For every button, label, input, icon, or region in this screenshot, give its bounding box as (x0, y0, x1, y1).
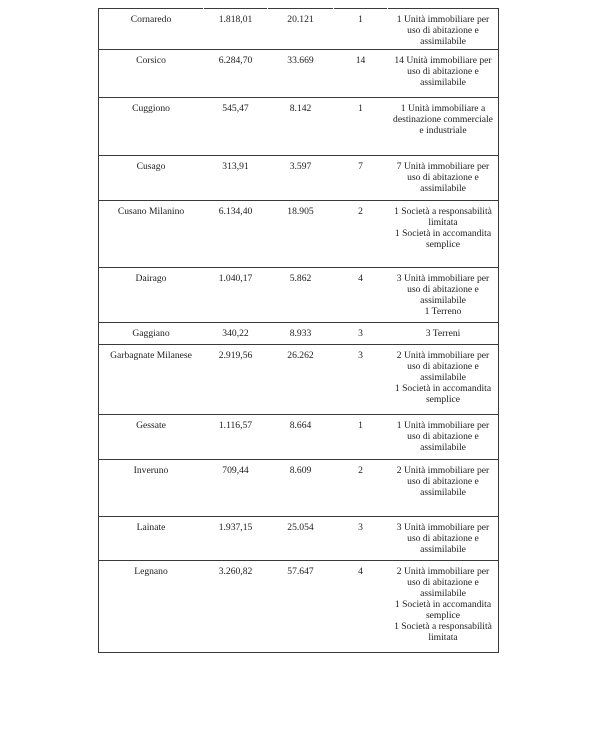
table-row (99, 460, 499, 517)
popolazione-cell: 20.121 (268, 9, 334, 50)
superficie-cell: 6.284,70 (204, 50, 268, 98)
beni-item: 2 Unità immobiliare per uso di abitazione e assimilabile (396, 465, 490, 498)
comune-cell: Cusago (99, 156, 204, 201)
comune-cell: Gessate (99, 415, 204, 460)
beni-item: 1 Unità immobiliare a destinazione commerciale e industriale (393, 103, 493, 136)
table-row (99, 415, 499, 460)
superficie-cell: 1.116,57 (204, 415, 268, 460)
beni-cell (388, 323, 499, 345)
beni-item: 3 Unità immobiliare per uso di abitazione e assimilabile (396, 273, 490, 306)
numero-cell: 3 (334, 323, 388, 345)
beni-item: 1 Società a responsabilità limitata (394, 206, 492, 228)
table-row (99, 201, 499, 268)
popolazione-cell: 26.262 (268, 345, 334, 415)
beni-cell (388, 98, 499, 156)
superficie-cell: 340,22 (204, 323, 268, 345)
numero-cell: 3 (334, 345, 388, 415)
popolazione-cell: 8.609 (268, 460, 334, 517)
table-row (99, 345, 499, 415)
numero-cell: 1 (334, 9, 388, 50)
comune-cell: Cusano Milanino (99, 201, 204, 268)
table-row (99, 50, 499, 98)
beni-cell (388, 460, 499, 517)
table-row (99, 268, 499, 323)
table-row (99, 323, 499, 345)
popolazione-cell: 18.905 (268, 201, 334, 268)
table-body (99, 9, 499, 653)
table-row (99, 156, 499, 201)
numero-cell: 2 (334, 460, 388, 517)
superficie-cell: 3.260,82 (204, 561, 268, 653)
comune-cell: Inveruno (99, 460, 204, 517)
numero-cell: 3 (334, 517, 388, 561)
beni-item: 2 Unità immobiliare per uso di abitazione e assimilabile (396, 350, 490, 383)
popolazione-cell: 3.597 (268, 156, 334, 201)
beni-item: 14 Unità immobiliare per uso di abitazione e assimilabile (394, 55, 492, 88)
table-row (99, 9, 499, 50)
superficie-cell: 2.919,56 (204, 345, 268, 415)
numero-cell: 1 (334, 98, 388, 156)
popolazione-cell: 5.862 (268, 268, 334, 323)
beni-cell (388, 268, 499, 323)
comune-cell: Gaggiano (99, 323, 204, 345)
superficie-cell: 313,91 (204, 156, 268, 201)
beni-cell (388, 415, 499, 460)
beni-cell (388, 345, 499, 415)
comune-cell: Corsico (99, 50, 204, 98)
beni-item: 1 Società in accomandita semplice (394, 599, 492, 621)
beni-item: 1 Società in accomandita semplice (394, 228, 492, 250)
beni-cell (388, 156, 499, 201)
beni-item: 1 Società a responsabilità limitata (394, 621, 492, 643)
numero-cell: 14 (334, 50, 388, 98)
comune-cell: Cuggiono (99, 98, 204, 156)
beni-item: 3 Unità immobiliare per uso di abitazione e assimilabile (396, 522, 490, 555)
numero-cell: 7 (334, 156, 388, 201)
comune-cell: Cornaredo (99, 9, 204, 50)
comune-cell: Legnano (99, 561, 204, 653)
popolazione-cell: 25.054 (268, 517, 334, 561)
superficie-cell: 709,44 (204, 460, 268, 517)
popolazione-cell: 33.669 (268, 50, 334, 98)
numero-cell: 2 (334, 201, 388, 268)
beni-cell (388, 517, 499, 561)
comune-cell: Garbagnate Milanese (99, 345, 204, 415)
numero-cell: 1 (334, 415, 388, 460)
beni-item: 1 Società in accomandita semplice (394, 383, 492, 405)
beni-item: 1 Terreno (424, 306, 462, 317)
superficie-cell: 1.937,15 (204, 517, 268, 561)
popolazione-cell: 8.933 (268, 323, 334, 345)
table-row (99, 98, 499, 156)
beni-cell (388, 561, 499, 653)
beni-cell (388, 50, 499, 98)
comune-cell: Dairago (99, 268, 204, 323)
popolazione-cell: 57.647 (268, 561, 334, 653)
beni-item: 1 Unità immobiliare per uso di abitazione e assimilabile (396, 420, 490, 453)
beni-item: 2 Unità immobiliare per uso di abitazione e assimilabile (396, 566, 490, 599)
superficie-cell: 545,47 (204, 98, 268, 156)
popolazione-cell: 8.142 (268, 98, 334, 156)
popolazione-cell: 8.664 (268, 415, 334, 460)
comune-cell: Lainate (99, 517, 204, 561)
superficie-cell: 1.818,01 (204, 9, 268, 50)
beni-item: 1 Unità immobiliare per uso di abitazione e assimilabile (396, 14, 490, 47)
beni-item: 7 Unità immobiliare per uso di abitazione e assimilabile (396, 161, 490, 194)
beni-cell (388, 201, 499, 268)
beni-cell (388, 9, 499, 50)
confiscated-assets-table (98, 8, 499, 653)
table-row (99, 561, 499, 653)
superficie-cell: 6.134,40 (204, 201, 268, 268)
numero-cell: 4 (334, 268, 388, 323)
superficie-cell: 1.040,17 (204, 268, 268, 323)
table-row (99, 517, 499, 561)
beni-item: 3 Terreni (425, 328, 461, 339)
numero-cell: 4 (334, 561, 388, 653)
